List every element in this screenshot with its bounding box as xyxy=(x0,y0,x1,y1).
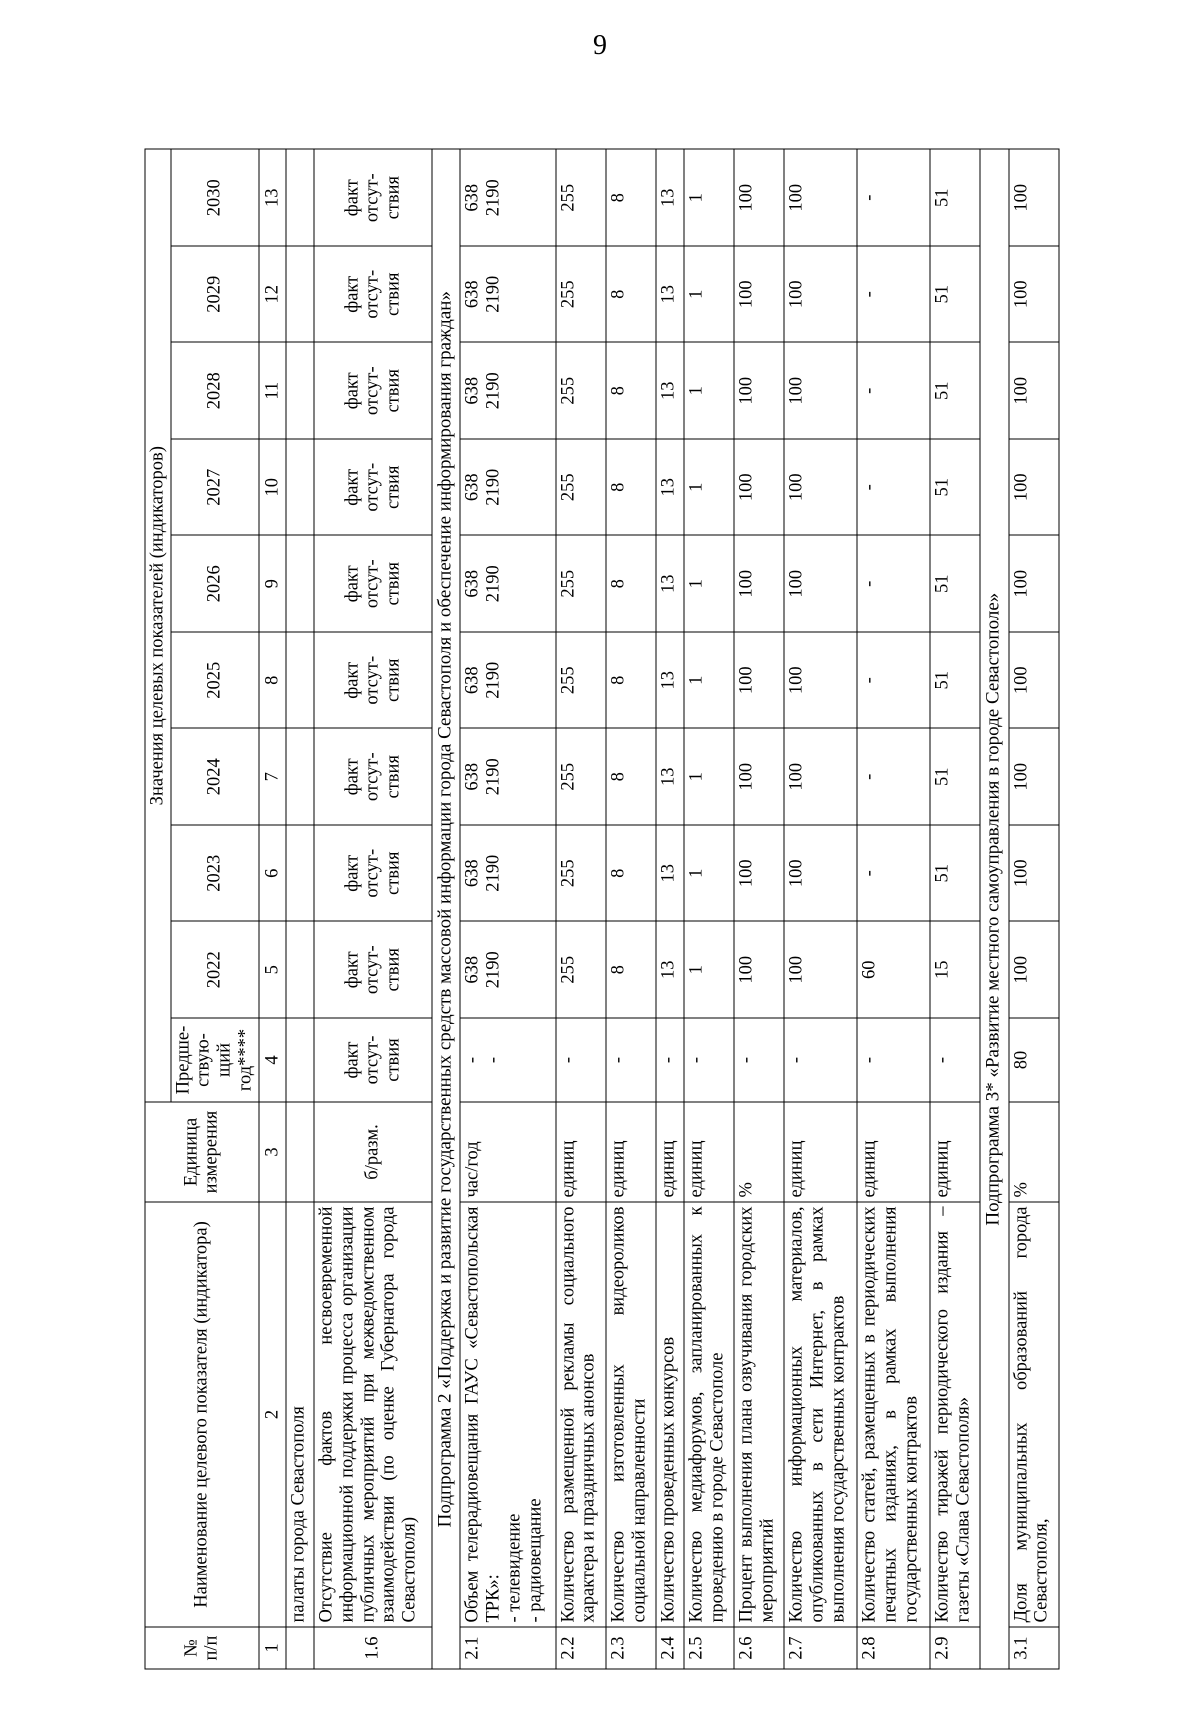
unit: % xyxy=(734,1102,784,1202)
row-number: 2.9 xyxy=(930,1627,980,1669)
value-cell: 255 xyxy=(556,149,606,246)
continuation-row xyxy=(286,149,314,1669)
column-number: 11 xyxy=(259,343,287,440)
column-number: 1 xyxy=(259,1627,287,1669)
prev-year-value: - xyxy=(930,1018,980,1102)
value-cell: 1 xyxy=(684,729,734,826)
value-cell: 13 xyxy=(656,729,684,826)
unit: единиц xyxy=(930,1102,980,1202)
value-cell: 255 xyxy=(556,246,606,343)
table-row xyxy=(784,149,857,1669)
value-cell: 638 2190 xyxy=(460,729,555,826)
value-cell: 8 xyxy=(606,439,656,536)
cell-empty xyxy=(286,149,314,246)
value-cell: - xyxy=(857,439,930,536)
value-cell: факт отсут-ствия xyxy=(314,729,432,826)
value-cell: - xyxy=(857,536,930,633)
section-row-subprogram-3 xyxy=(980,149,1008,1669)
row-number: 2.8 xyxy=(857,1627,930,1669)
value-cell: 100 xyxy=(784,343,857,440)
header-values-group: Значения целевых показателей (индикаторов) xyxy=(145,149,171,1102)
header-year: 2022 xyxy=(171,922,259,1019)
value-cell: 8 xyxy=(606,825,656,922)
value-cell: факт отсут-ствия xyxy=(314,343,432,440)
header-year: 2027 xyxy=(171,439,259,536)
value-cell: 638 2190 xyxy=(460,246,555,343)
indicator-name: Отсутствие фактов несвоевременной информационной поддержки процесса организации публичных мероприятий при межведомственном взаимодействии (по оценке Губернатора города Севастополя) xyxy=(314,1202,432,1627)
unit: единиц xyxy=(606,1102,656,1202)
value-cell: - xyxy=(857,343,930,440)
value-cell: 8 xyxy=(606,922,656,1019)
unit: % xyxy=(1009,1102,1059,1202)
value-cell: 1 xyxy=(684,439,734,536)
prev-year-value: - xyxy=(784,1018,857,1102)
value-cell: 638 2190 xyxy=(460,632,555,729)
row-number: 2.7 xyxy=(784,1627,857,1669)
indicator-name: Количество информационных материалов, опубликованных в сети Интернет, в рамках выполнения государственных контрактов xyxy=(784,1202,857,1627)
cell-empty xyxy=(286,1102,314,1202)
table-row xyxy=(606,149,656,1669)
value-cell: 51 xyxy=(930,439,980,536)
column-number: 9 xyxy=(259,536,287,633)
column-number: 13 xyxy=(259,149,287,246)
prev-year-value: - - xyxy=(460,1018,555,1102)
cell-empty xyxy=(286,246,314,343)
value-cell: 8 xyxy=(606,246,656,343)
cell-empty xyxy=(286,1627,314,1669)
table-row xyxy=(556,149,606,1669)
header-year: 2023 xyxy=(171,825,259,922)
value-cell: 100 xyxy=(784,246,857,343)
value-cell: 100 xyxy=(784,632,857,729)
value-cell: 638 2190 xyxy=(460,536,555,633)
cell-empty xyxy=(286,343,314,440)
row-number: 1.6 xyxy=(314,1627,432,1669)
value-cell: - xyxy=(857,149,930,246)
header-prev-year: Предше-ствую-щий год**** xyxy=(171,1018,259,1102)
value-cell: 100 xyxy=(734,343,784,440)
table-row-3-1 xyxy=(1009,149,1059,1669)
unit: б/разм. xyxy=(314,1102,432,1202)
value-cell: 51 xyxy=(930,149,980,246)
value-cell: 13 xyxy=(656,343,684,440)
indicator-name: Процент выполнения плана озвучивания городских мероприятий xyxy=(734,1202,784,1627)
table-row xyxy=(857,149,930,1669)
indicator-name: Количество проведенных конкурсов xyxy=(656,1202,684,1627)
value-cell: факт отсут-ствия xyxy=(314,825,432,922)
value-cell: 100 xyxy=(734,536,784,633)
column-number-row xyxy=(259,149,287,1669)
unit: единиц xyxy=(656,1102,684,1202)
value-cell: 100 xyxy=(734,729,784,826)
value-cell: 638 2190 xyxy=(460,922,555,1019)
value-cell: 8 xyxy=(606,729,656,826)
value-cell: 100 xyxy=(734,246,784,343)
value-cell: 100 xyxy=(734,825,784,922)
row-number: 2.4 xyxy=(656,1627,684,1669)
value-cell: 255 xyxy=(556,825,606,922)
value-cell: 638 2190 xyxy=(460,439,555,536)
header-unit: Единица измерения xyxy=(145,1102,259,1202)
value-cell: - xyxy=(857,246,930,343)
cell-empty xyxy=(286,439,314,536)
value-cell: 100 xyxy=(1009,246,1059,343)
table-row xyxy=(734,149,784,1669)
value-cell: 100 xyxy=(1009,536,1059,633)
value-cell: 100 xyxy=(1009,632,1059,729)
table-row-1-6 xyxy=(314,149,432,1669)
unit: единиц xyxy=(784,1102,857,1202)
value-cell: 1 xyxy=(684,343,734,440)
prev-year-value: - xyxy=(606,1018,656,1102)
row-number: 2.3 xyxy=(606,1627,656,1669)
header-name: Наименование целевого показателя (индикатора) xyxy=(145,1202,259,1627)
continuation-text: палаты города Севастополя xyxy=(286,1202,314,1627)
header-year: 2030 xyxy=(171,149,259,246)
row-number: 2.6 xyxy=(734,1627,784,1669)
value-cell: 255 xyxy=(556,922,606,1019)
value-cell: 8 xyxy=(606,536,656,633)
column-number: 5 xyxy=(259,922,287,1019)
column-number: 7 xyxy=(259,729,287,826)
cell-empty xyxy=(286,1018,314,1102)
value-cell: 60 xyxy=(857,922,930,1019)
value-cell: 100 xyxy=(784,922,857,1019)
cell-empty xyxy=(286,825,314,922)
subprogram-2-title: Подпрограмма 2 «Поддержка и развитие государственных средств массовой информации города Севастополя и обеспечение информирования граждан» xyxy=(432,149,460,1669)
value-cell: 51 xyxy=(930,536,980,633)
indicator-name: Количество изготовленных видеороликов социальной направленности xyxy=(606,1202,656,1627)
indicator-name: Количество статей, размещенных в периодических печатных изданиях, в рамках выполнения государственных контрактов xyxy=(857,1202,930,1627)
value-cell: 51 xyxy=(930,729,980,826)
subprogram-3-title: Подпрограмма 3* «Развитие местного самоуправления в городе Севастополе» xyxy=(980,149,1008,1669)
header-year: 2026 xyxy=(171,536,259,633)
value-cell: 100 xyxy=(1009,149,1059,246)
value-cell: 1 xyxy=(684,149,734,246)
value-cell: 100 xyxy=(734,632,784,729)
table-row xyxy=(930,149,980,1669)
value-cell: - xyxy=(857,729,930,826)
value-cell: 8 xyxy=(606,632,656,729)
column-number: 6 xyxy=(259,825,287,922)
indicator-name: Количество тиражей периодического издания – газеты «Слава Севастополя» xyxy=(930,1202,980,1627)
value-cell: 100 xyxy=(784,825,857,922)
column-number: 2 xyxy=(259,1202,287,1627)
value-cell: 255 xyxy=(556,632,606,729)
value-cell: 15 xyxy=(930,922,980,1019)
value-cell: 1 xyxy=(684,922,734,1019)
value-cell: факт отсут-ствия xyxy=(314,922,432,1019)
value-cell: факт отсут-ствия xyxy=(314,632,432,729)
value-cell: 13 xyxy=(656,632,684,729)
section-row-subprogram-2 xyxy=(432,149,460,1669)
value-cell: 8 xyxy=(606,149,656,246)
cell-empty xyxy=(286,632,314,729)
rotated-table-container xyxy=(145,150,1060,1670)
value-cell: 255 xyxy=(556,439,606,536)
prev-year-value: - xyxy=(684,1018,734,1102)
value-cell: 100 xyxy=(734,149,784,246)
column-number: 4 xyxy=(259,1018,287,1102)
value-cell: факт отсут-ствия xyxy=(314,536,432,633)
value-cell: 638 2190 xyxy=(460,149,555,246)
prev-year-value: 80 xyxy=(1009,1018,1059,1102)
row-number: 2.1 xyxy=(460,1627,555,1669)
unit: единиц xyxy=(857,1102,930,1202)
value-cell: 1 xyxy=(684,825,734,922)
cell-empty xyxy=(286,729,314,826)
value-cell: 51 xyxy=(930,825,980,922)
header-year: 2024 xyxy=(171,729,259,826)
value-cell: 100 xyxy=(784,439,857,536)
prev-year-value: - xyxy=(556,1018,606,1102)
row-number: 3.1 xyxy=(1009,1627,1059,1669)
value-cell: 1 xyxy=(684,536,734,633)
row-number: 2.5 xyxy=(684,1627,734,1669)
value-cell: 13 xyxy=(656,246,684,343)
unit: час/год xyxy=(460,1102,555,1202)
table-row xyxy=(656,149,684,1669)
value-cell: 100 xyxy=(1009,439,1059,536)
value-cell: 638 2190 xyxy=(460,343,555,440)
value-cell: 100 xyxy=(1009,729,1059,826)
cell-empty xyxy=(286,922,314,1019)
header-no: № п/п xyxy=(145,1627,259,1669)
value-cell: 100 xyxy=(784,729,857,826)
value-cell: 13 xyxy=(656,825,684,922)
value-cell: 13 xyxy=(656,536,684,633)
indicator-name: Количество размещенной рекламы социального характера и праздничных анонсов xyxy=(556,1202,606,1627)
value-cell: факт отсут-ствия xyxy=(314,439,432,536)
value-cell: 51 xyxy=(930,632,980,729)
header-year: 2029 xyxy=(171,246,259,343)
column-number: 8 xyxy=(259,632,287,729)
row-number: 2.2 xyxy=(556,1627,606,1669)
indicator-name: Доля муниципальных образований города Севастополя, xyxy=(1009,1202,1059,1627)
cell-empty xyxy=(286,536,314,633)
value-cell: 1 xyxy=(684,246,734,343)
value-cell: 13 xyxy=(656,439,684,536)
value-cell: 100 xyxy=(734,439,784,536)
value-cell: 8 xyxy=(606,343,656,440)
header-row-1 xyxy=(145,149,171,1669)
unit: единиц xyxy=(556,1102,606,1202)
value-cell: - xyxy=(857,632,930,729)
prev-year-value: - xyxy=(857,1018,930,1102)
value-cell: 100 xyxy=(784,149,857,246)
column-number: 10 xyxy=(259,439,287,536)
value-cell: - xyxy=(857,825,930,922)
value-cell: 100 xyxy=(1009,825,1059,922)
value-cell: 51 xyxy=(930,246,980,343)
prev-year-value: - xyxy=(656,1018,684,1102)
value-cell: 638 2190 xyxy=(460,825,555,922)
value-cell: 255 xyxy=(556,536,606,633)
header-year: 2028 xyxy=(171,343,259,440)
indicator-name: Объем телерадиовещания ГАУС «Севастопольская ТРК»: - телевидение - радиовещание xyxy=(460,1202,555,1627)
value-cell: факт отсут-ствия xyxy=(314,246,432,343)
value-cell: 13 xyxy=(656,922,684,1019)
prev-year-value: - xyxy=(734,1018,784,1102)
indicators-table xyxy=(145,149,1060,1670)
value-cell: 100 xyxy=(1009,922,1059,1019)
unit: единиц xyxy=(684,1102,734,1202)
page-number: 9 xyxy=(593,30,607,61)
table-row xyxy=(460,149,555,1669)
value-cell: 100 xyxy=(734,922,784,1019)
table-row xyxy=(684,149,734,1669)
value-cell: факт отсут-ствия xyxy=(314,1018,432,1102)
column-number: 3 xyxy=(259,1102,287,1202)
value-cell: 1 xyxy=(684,632,734,729)
value-cell: 51 xyxy=(930,343,980,440)
value-cell: 255 xyxy=(556,729,606,826)
indicator-name: Количество медиафорумов, запланированных к проведению в городе Севастополе xyxy=(684,1202,734,1627)
value-cell: 255 xyxy=(556,343,606,440)
value-cell: 100 xyxy=(784,536,857,633)
value-cell: факт отсут-ствия xyxy=(314,149,432,246)
column-number: 12 xyxy=(259,246,287,343)
header-year: 2025 xyxy=(171,632,259,729)
value-cell: 100 xyxy=(1009,343,1059,440)
value-cell: 13 xyxy=(656,149,684,246)
